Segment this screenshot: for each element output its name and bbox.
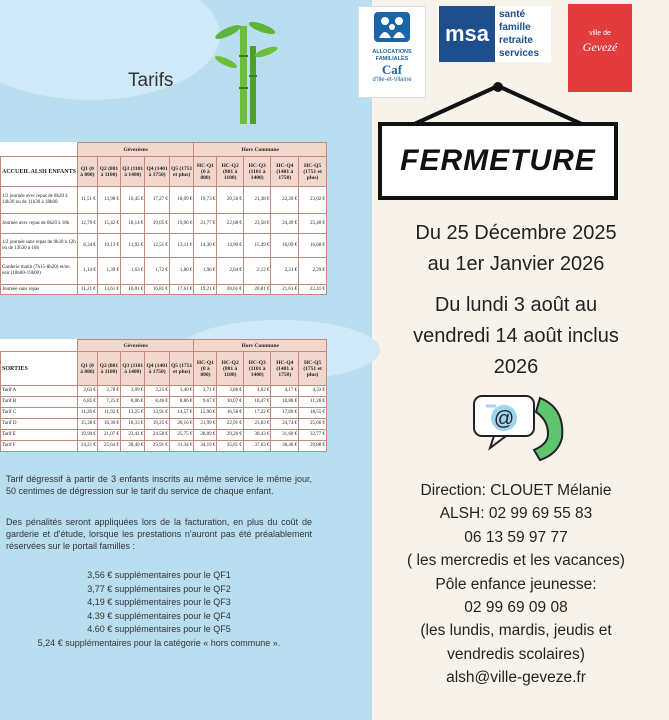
row-label: Tarif D [1,419,78,430]
caf-line: FAMILIALES [375,56,409,62]
msa-line: famille [499,22,531,33]
table-cell: 11,28 € [299,397,327,408]
table-cell: 22,68 € [217,214,243,234]
contact-pole-hours: (les lundis, mardis, jeudis et [420,622,612,640]
contact-pole-hours-2: vendredis scolaires) [447,645,585,663]
column-header: HC-Q5 (1751 et plus) [299,352,327,386]
table-cell: 8,34 € [78,234,98,258]
column-header: HC-Q5 (1751 et plus) [299,157,327,187]
row-label: Tarif E [1,430,78,441]
row-label: 1/2 journée sans repas de 8h30 à 12h ou de 13h30 à 18h [1,234,78,258]
table-cell: 21,07 € [97,430,120,441]
row-label: Journée avec repas de 8h20 à 18h [1,214,78,234]
row-label: 1/2 journée avec repas de 8h20 à 14h30 ou de 11h30 à 18h00 [1,187,78,214]
msa-line: services [499,48,540,59]
column-header: Q4 (1401 à 1750) [145,157,169,187]
caf-line: ALLOCATIONS [372,49,412,55]
column-header: HC-Q1 (0 à 800) [194,352,217,386]
contact-director: Direction: CLOUET Mélanie [420,482,612,499]
table-cell: 14,90 € [217,234,243,258]
column-header: Q1 (0 à 800) [78,352,98,386]
table-cell: 19,96 € [169,214,194,234]
table-cell: 13,91 € [145,408,169,419]
page-title: Tarifs [128,70,174,91]
table-cell: 3,71 € [194,386,217,397]
column-header: HC-Q1 (0 à 800) [194,157,217,187]
contact-pole-title: Pôle enfance jeunesse: [435,575,597,593]
table-cell: 13,25 € [121,408,145,419]
row-label: Tarif C [1,408,78,419]
table-cell: 3,09 € [121,386,145,397]
table-row [1,285,327,295]
column-header: Q3 (1101 à 1400) [121,157,145,187]
table-cell: 12,51 € [145,234,169,258]
table-cell: 15,42 € [97,214,120,234]
table-cell: 8,46 € [145,397,169,408]
table-cell: 7,25 € [97,397,120,408]
table-row [1,214,327,234]
caf-name: Caf [381,62,403,77]
table-cell: 4,17 € [271,386,299,397]
closure-line: vendredi 14 août inclus [413,325,619,347]
geveze-name: Gevezé [582,40,618,54]
table-cell: 16,56 € [217,408,243,419]
table-row [1,386,327,397]
table-cell: 16,45 € [121,187,145,214]
table-cell: 19,25 € [145,419,169,430]
table-cell: 22,91 € [217,419,243,430]
degressive-note: Tarif dégressif à partir de 3 enfants inscrits au même service le même jour, 50 centimes de dégression sur le tarif du service de chaque enfant. [6,474,312,496]
table-cell: 17,89 € [271,408,299,419]
supplement-line: 5,24 € supplémentaires pour la catégorie « hors commune ». [37,637,281,648]
table-cell: 15,49 € [243,234,271,258]
table-cell: 15,38 € [78,419,98,430]
table-cell: 37,03 € [243,441,271,452]
table-cell: 14,30 € [194,234,217,258]
alsh-rates-table [0,142,327,295]
contact-hours-note: ( les mercredis et les vacances) [407,552,625,570]
bamboo-illustration [212,16,282,126]
closure-sign [378,122,618,200]
table-cell: 21,61 € [271,285,299,295]
table-cell: 25,66 € [299,419,327,430]
table-cell: 2,12 € [243,258,271,285]
table-cell: 19,73 € [194,187,217,214]
table-cell: 8,06 € [121,397,145,408]
column-header: HC-Q2 (801 à 1100) [217,157,243,187]
column-header: HC-Q3 (1101 à 1400) [243,352,271,386]
caf-dept: d'Ille-et-Vilaine [372,77,412,83]
table-cell: 28,09 € [194,430,217,441]
supplement-line: 3,77 € supplémentaires pour le QF2 [87,583,231,594]
table-cell: 14,57 € [169,408,194,419]
table-corner [1,340,78,352]
table-cell: 18,14 € [121,214,145,234]
closure-period-1 [370,218,662,280]
contact-email-link[interactable]: alsh@ville-geveze.fr [446,669,586,687]
table-cell: 35,61 € [217,441,243,452]
table-cell: 31,34 € [169,441,194,452]
at-sign-icon: @ [493,408,515,430]
row-label: Tarif A [1,386,78,397]
table-cell: 16,30 € [97,419,120,430]
table-cell: 10,88 € [271,397,299,408]
table-cell: 13,98 € [97,187,120,214]
column-header: Q5 (1751 et plus) [169,352,194,386]
group-header-hors-commune: Hors Commune [194,143,327,157]
row-label: Garderie matin (7h15-8h20) et/ou soir (18h00-19h00) [1,258,78,285]
contact-alsh-phone: ALSH: 02 99 69 55 83 [439,505,593,523]
table-cell: 28,49 € [121,441,145,452]
table-cell: 18,55 € [299,408,327,419]
table-cell: 1,96 € [194,258,217,285]
table-cell: 23,41 € [121,430,145,441]
table-cell: 32,77 € [299,430,327,441]
column-header: HC-Q2 (801 à 1100) [217,352,243,386]
table-cell: 1,80 € [169,258,194,285]
table-cell: 13,11 € [169,234,194,258]
table-cell: 19,21 € [194,285,217,295]
table-cell: 18,33 € [121,419,145,430]
table-cell: 13,61 € [97,285,120,295]
contact-icon [470,388,580,468]
table-cell: 1,63 € [121,258,145,285]
closure-line: au 1er Janvier 2026 [427,253,605,275]
table-cell: 20,56 € [217,187,243,214]
table-cell: 21,99 € [194,419,217,430]
table-cell: 23,83 € [243,419,271,430]
column-header: HC-Q4 (1401 à 1750) [271,157,299,187]
table-cell: 20,01 € [217,285,243,295]
table-cell: 11,21 € [78,285,98,295]
msa-mark: msa [439,6,495,62]
table-cell: 2,63 € [78,386,98,397]
table-cell: 34,19 € [194,441,217,452]
row-title: SORTIES [1,352,78,386]
table-row [1,187,327,214]
group-header-geveze: Gévezéens [78,143,194,157]
column-header: Q2 (801 à 1100) [97,352,120,386]
contact-pole-phone: 02 99 69 09 08 [464,599,568,617]
msa-logo [437,6,551,62]
table-cell: 17,61 € [169,285,194,295]
table-cell: 24,49 € [271,214,299,234]
table-cell: 22,20 € [271,187,299,214]
table-cell: 24,21 € [78,441,98,452]
column-header: Q5 (1751 et plus) [169,157,194,187]
table-cell: 25,75 € [169,430,194,441]
table-cell: 25,64 € [97,441,120,452]
table-cell: 23,58 € [243,214,271,234]
table-cell: 17,27 € [145,187,169,214]
table-cell: 9,67 € [194,397,217,408]
outings-rates-table [0,339,327,452]
column-header: Q1 (0 à 800) [78,157,98,187]
table-cell: 19,90 € [78,430,98,441]
table-cell: 19,05 € [145,214,169,234]
geveze-logo [568,4,632,92]
caf-family-icon [372,10,412,44]
closure-line: 2026 [493,356,539,378]
supplement-line: 4.39 € supplémentaires pour le QF4 [87,610,231,621]
table-cell: 2,04 € [217,258,243,285]
table-cell: 1,39 € [97,258,120,285]
supplements-list [6,569,312,650]
table-cell: 22,41 € [299,285,327,295]
table-row [1,397,327,408]
table-cell: 10,47 € [243,397,271,408]
table-cell: 11,26 € [78,408,98,419]
table-cell: 16,09 € [271,234,299,258]
table-cell: 11,51 € [78,187,98,214]
table-row [1,408,327,419]
column-header: Q4 (1401 à 1750) [145,352,169,386]
closure-line: Du 25 Décembre 2025 [415,222,617,244]
table-cell: 10,13 € [97,234,120,258]
column-header: HC-Q3 (1101 à 1400) [243,157,271,187]
table-row [1,419,327,430]
group-header-hors-commune: Hors Commune [194,340,327,352]
table-cell: 16,81 € [145,285,169,295]
sign-title: FERMETURE [400,144,596,177]
table-cell: 8,86 € [169,397,194,408]
table-cell: 1,14 € [78,258,98,285]
decor-blob [0,0,220,100]
column-header: Q3 (1101 à 1400) [121,352,145,386]
table-cell: 21,38 € [243,187,271,214]
closure-line: Du lundi 3 août au [434,294,598,316]
table-cell: 4,02 € [243,386,271,397]
table-cell: 12,70 € [78,214,98,234]
table-cell: 10,07 € [217,397,243,408]
table-row [1,430,327,441]
table-cell: 20,16 € [169,419,194,430]
supplement-line: 3,56 € supplémentaires pour le QF1 [87,570,231,580]
contact-block [370,479,662,690]
table-row [1,234,327,258]
supplement-line: 4.60 € supplémentaires pour le QF5 [87,624,231,634]
table-cell: 1,72 € [145,258,169,285]
table-cell: 11,92 € [121,234,145,258]
table-cell: 20,81 € [243,285,271,295]
row-label: Tarif B [1,397,78,408]
table-cell: 30,43 € [243,430,271,441]
supplement-line: 4,19 € supplémentaires pour le QF3 [87,597,231,607]
table-cell: 16,68 € [299,234,327,258]
table-cell: 24,74 € [271,419,299,430]
table-cell: 38,46 € [271,441,299,452]
table-cell: 29,91 € [145,441,169,452]
table-cell: 11,92 € [97,408,120,419]
table-cell: 2,21 € [271,258,299,285]
column-header: Q2 (801 à 1100) [97,157,120,187]
table-cell: 25,40 € [299,214,327,234]
row-title: ACCUEIL ALSH ENFANTS [1,157,78,187]
table-cell: 18,09 € [169,187,194,214]
table-row [1,258,327,285]
msa-line: santé [499,9,526,20]
table-cell: 17,22 € [243,408,271,419]
table-cell: 3,86 € [217,386,243,397]
row-label: Tarif F [1,441,78,452]
table-cell: 31,60 € [271,430,299,441]
table-cell: 15,90 € [194,408,217,419]
closure-period-2 [370,290,662,383]
table-cell: 39,88 € [299,441,327,452]
table-cell: 3,25 € [145,386,169,397]
penalty-note: Des pénalités seront appliquées lors de la facturation, en plus du coût de garderie et d'étude, lorsque les prestations n'auront pas été préalablement réservées sur le portail familles : [6,517,312,551]
table-cell: 29,26 € [217,430,243,441]
table-cell: 16,01 € [121,285,145,295]
table-cell: 21,77 € [194,214,217,234]
table-cell: 4,33 € [299,386,327,397]
table-cell: 6,85 € [78,397,98,408]
group-header-geveze: Gévezéens [78,340,194,352]
table-row [1,441,327,452]
table-corner [1,143,78,157]
msa-line: retraite [499,35,533,46]
table-cell: 2,29 € [299,258,327,285]
table-cell: 2,78 € [97,386,120,397]
column-header: HC-Q4 (1401 à 1750) [271,352,299,386]
geveze-line: ville de [589,30,611,37]
table-cell: 3,40 € [169,386,194,397]
table-cell: 23,02 € [299,187,327,214]
row-label: Journée sans repas [1,285,78,295]
table-cell: 24,58 € [145,430,169,441]
contact-mobile: 06 13 59 97 77 [464,528,568,546]
msa-tagline [499,8,539,60]
